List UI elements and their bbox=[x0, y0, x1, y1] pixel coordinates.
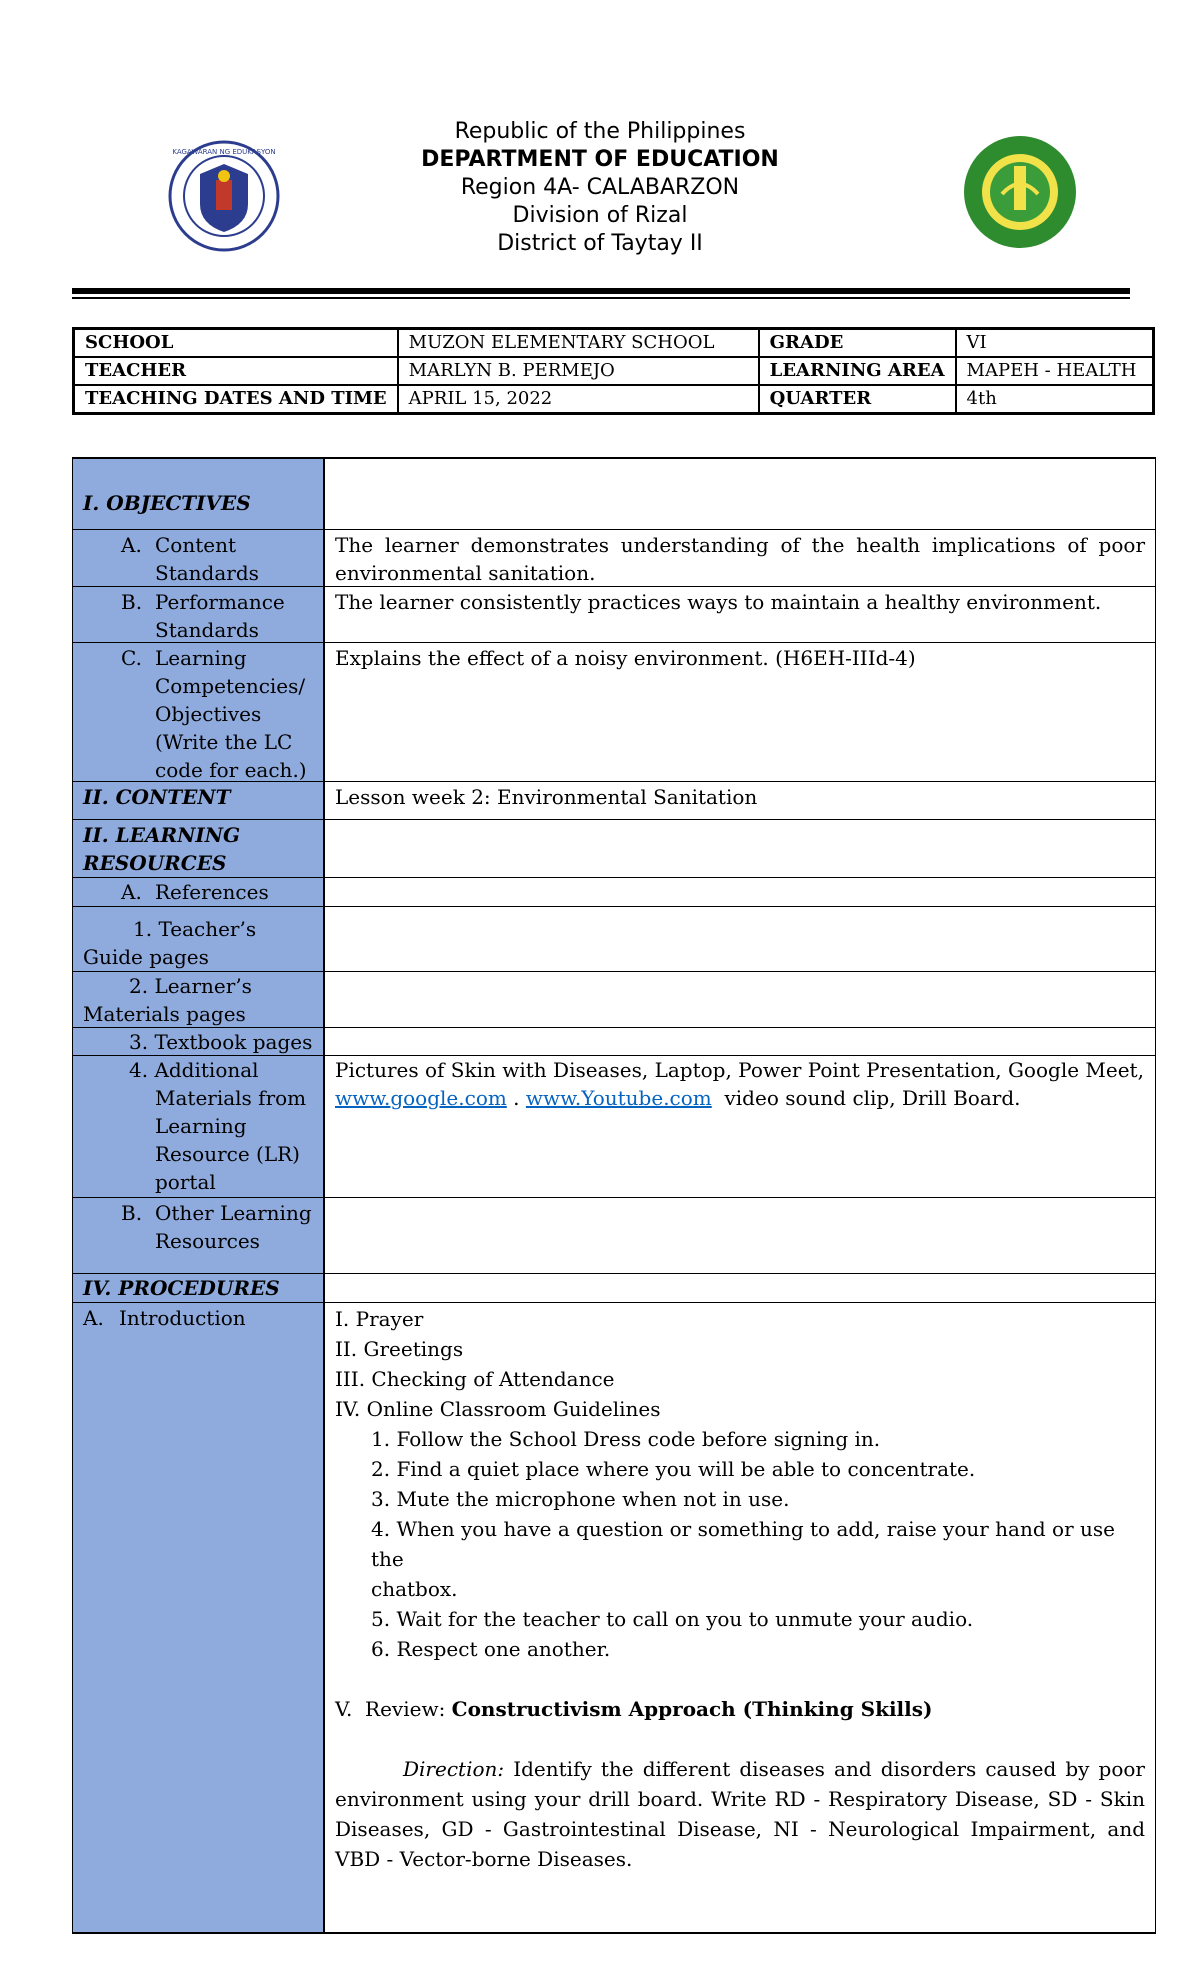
additional-materials-line2: video sound clip, Drill Board. bbox=[711, 1086, 1021, 1110]
guideline-item: 4. When you have a question or something to add, raise your hand or use the bbox=[371, 1517, 1115, 1571]
performance-standards-letter: B. bbox=[121, 590, 143, 614]
quarter-value: 4th bbox=[956, 385, 1154, 414]
intro-attendance: III. Checking of Attendance bbox=[335, 1367, 615, 1391]
dates-label: TEACHING DATES AND TIME bbox=[74, 385, 398, 414]
other-resources-letter: B. bbox=[121, 1201, 143, 1225]
guideline-item: 5. Wait for the teacher to call on you to unmute your audio. bbox=[371, 1607, 974, 1631]
header-republic: Republic of the Philippines bbox=[454, 119, 746, 144]
learning-resources-heading: II. LEARNING RESOURCES bbox=[83, 823, 241, 875]
header-region: Region 4A- CALABARZON bbox=[460, 175, 740, 200]
additional-materials-label: 4. Additional Materials from Learning Resource (LR) portal bbox=[129, 1058, 307, 1194]
header-division: Division of Rizal bbox=[512, 203, 688, 228]
learning-competencies-letter: C. bbox=[121, 646, 142, 670]
review-title: Constructivism Approach (Thinking Skills) bbox=[451, 1697, 933, 1721]
direction-text: Identify the different diseases and disorders caused by poor environment using your drill board. Write RD - Respiratory Disease, SD - Skin Diseases, GD - Gastrointestinal Disease, NI - Neurological Impairment, and VBD - Vector-borne Diseases. bbox=[335, 1757, 1145, 1871]
grade-label: GRADE bbox=[759, 329, 956, 358]
performance-standards-text: The learner consistently practices ways to maintain a healthy environment. bbox=[335, 590, 1102, 614]
teachers-guide-label: 1. Teacher’s Guide pages bbox=[83, 917, 257, 969]
learning-area-value: MAPEH - HEALTH bbox=[956, 357, 1154, 385]
row-divider bbox=[73, 529, 1155, 530]
table-row bbox=[74, 329, 1154, 358]
header-rule-thin bbox=[72, 297, 1130, 299]
content-heading: II. CONTENT bbox=[83, 785, 231, 809]
link-separator: . bbox=[506, 1086, 526, 1110]
introduction-content bbox=[335, 1304, 1145, 1874]
learning-area-label: LEARNING AREA bbox=[759, 357, 956, 385]
google-link[interactable]: www.google.com bbox=[335, 1086, 507, 1110]
review-prefix: V. Review: bbox=[335, 1697, 452, 1721]
performance-standards-label: Performance Standards bbox=[155, 590, 285, 642]
review-line bbox=[335, 1694, 1145, 1724]
learners-materials-label: 2. Learner’s Materials pages bbox=[83, 974, 252, 1026]
lesson-plan-table bbox=[72, 457, 1156, 1934]
content-standards-letter: A. bbox=[121, 533, 142, 557]
header-district: District of Taytay II bbox=[497, 231, 703, 256]
introduction-label: Introduction bbox=[119, 1306, 246, 1330]
intro-greetings: II. Greetings bbox=[335, 1337, 464, 1361]
objectives-heading: I. OBJECTIVES bbox=[83, 491, 251, 515]
intro-guidelines: IV. Online Classroom Guidelines bbox=[335, 1397, 661, 1421]
school-value: MUZON ELEMENTARY SCHOOL bbox=[398, 329, 759, 358]
row-divider bbox=[73, 819, 1155, 820]
header-rule bbox=[72, 288, 1130, 294]
row-divider bbox=[73, 1197, 1155, 1198]
direction-paragraph bbox=[335, 1754, 1145, 1874]
content-standards-label: Content Standards bbox=[155, 533, 259, 585]
guideline-item: 3. Mute the microphone when not in use. bbox=[371, 1487, 790, 1511]
dates-value: APRIL 15, 2022 bbox=[398, 385, 759, 414]
content-standards-text: The learner demonstrates understanding of the health implications of poor environmental sanitation. bbox=[335, 533, 1145, 585]
intro-prayer: I. Prayer bbox=[335, 1307, 424, 1331]
table-row bbox=[74, 357, 1154, 385]
row-divider bbox=[73, 1302, 1155, 1303]
introduction-letter: A. bbox=[83, 1306, 104, 1330]
references-letter: A. bbox=[121, 880, 142, 904]
guideline-item: 6. Respect one another. bbox=[371, 1637, 611, 1661]
direction-label: Direction: bbox=[403, 1757, 505, 1781]
references-label: References bbox=[155, 880, 269, 904]
column-divider bbox=[323, 459, 325, 1932]
youtube-link[interactable]: www.Youtube.com bbox=[525, 1086, 712, 1110]
header-department: DEPARTMENT OF EDUCATION bbox=[421, 147, 779, 172]
procedures-heading: IV. PROCEDURES bbox=[83, 1276, 280, 1300]
guideline-item: 1. Follow the School Dress code before signing in. bbox=[371, 1427, 881, 1451]
learning-competencies-text: Explains the effect of a noisy environment. (H6EH-IIId-4) bbox=[335, 646, 916, 670]
guideline-item-continued: chatbox. bbox=[371, 1577, 458, 1601]
school-label: SCHOOL bbox=[74, 329, 398, 358]
guideline-item: 2. Find a quiet place where you will be able to concentrate. bbox=[371, 1457, 976, 1481]
teacher-label: TEACHER bbox=[74, 357, 398, 385]
textbook-pages-label: 3. Textbook pages bbox=[129, 1030, 313, 1054]
additional-materials-text bbox=[335, 1056, 1145, 1112]
row-divider bbox=[73, 906, 1155, 907]
other-resources-label: Other Learning Resources bbox=[155, 1201, 312, 1253]
additional-materials-line1: Pictures of Skin with Diseases, Laptop, Power Point Presentation, Google Meet, bbox=[335, 1058, 1144, 1082]
lesson-info-table bbox=[72, 327, 1155, 415]
teacher-value: MARLYN B. PERMEJO bbox=[398, 357, 759, 385]
document-header bbox=[0, 118, 1200, 258]
grade-value: VI bbox=[956, 329, 1154, 358]
quarter-label: QUARTER bbox=[759, 385, 956, 414]
table-row bbox=[74, 385, 1154, 414]
svg-text:KAGAWARAN NG EDUKASYON: KAGAWARAN NG EDUKASYON bbox=[172, 148, 276, 156]
learning-competencies-label: Learning Competencies/ Objectives (Write the LC code for each.) bbox=[155, 646, 307, 782]
content-text: Lesson week 2: Environmental Sanitation bbox=[335, 785, 758, 809]
